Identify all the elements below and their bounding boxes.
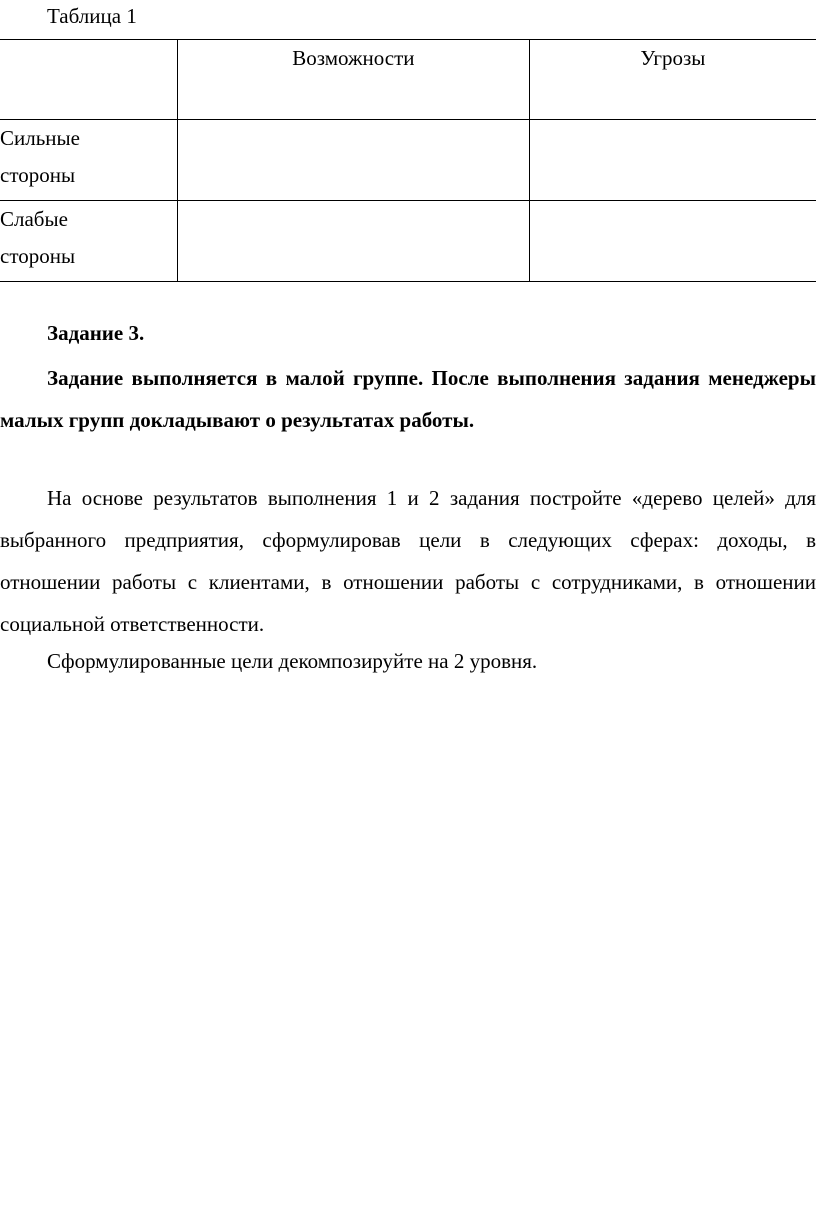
- cell-weaknesses-opportunities: [177, 201, 529, 282]
- table-row: [0, 120, 816, 201]
- task-instruction: Задание выполняется в малой группе. После выполнения задания менеджеры малых групп докладывают о результатах работы.: [0, 366, 816, 432]
- table-header-row: [0, 40, 816, 120]
- cell-weaknesses-threats: [529, 201, 816, 282]
- cell-strengths-threats: [529, 120, 816, 201]
- table-header-threats: Угрозы: [529, 40, 816, 120]
- task-title: Задание 3.: [47, 321, 145, 345]
- table-caption: Таблица 1: [47, 4, 137, 28]
- row-label-strengths: Сильные стороны: [0, 120, 177, 201]
- task-paragraph-2: Сформулированные цели декомпозируйте на 2 уровня.: [47, 649, 538, 673]
- row-label-weaknesses: Слабые стороны: [0, 201, 177, 282]
- table-header-opportunities: Возможности: [177, 40, 529, 120]
- swot-table: [0, 39, 816, 282]
- table-row: [0, 201, 816, 282]
- table-header-empty-cell: [0, 40, 177, 120]
- cell-strengths-opportunities: [177, 120, 529, 201]
- task-paragraph-1: На основе результатов выполнения 1 и 2 задания постройте «дерево целей» для выбранного предприятия, сформулировав цели в следующих сферах: доходы, в отношении работы с клиентами, в отношении работы с сотрудниками, в отношении социальной ответственности.: [0, 486, 816, 636]
